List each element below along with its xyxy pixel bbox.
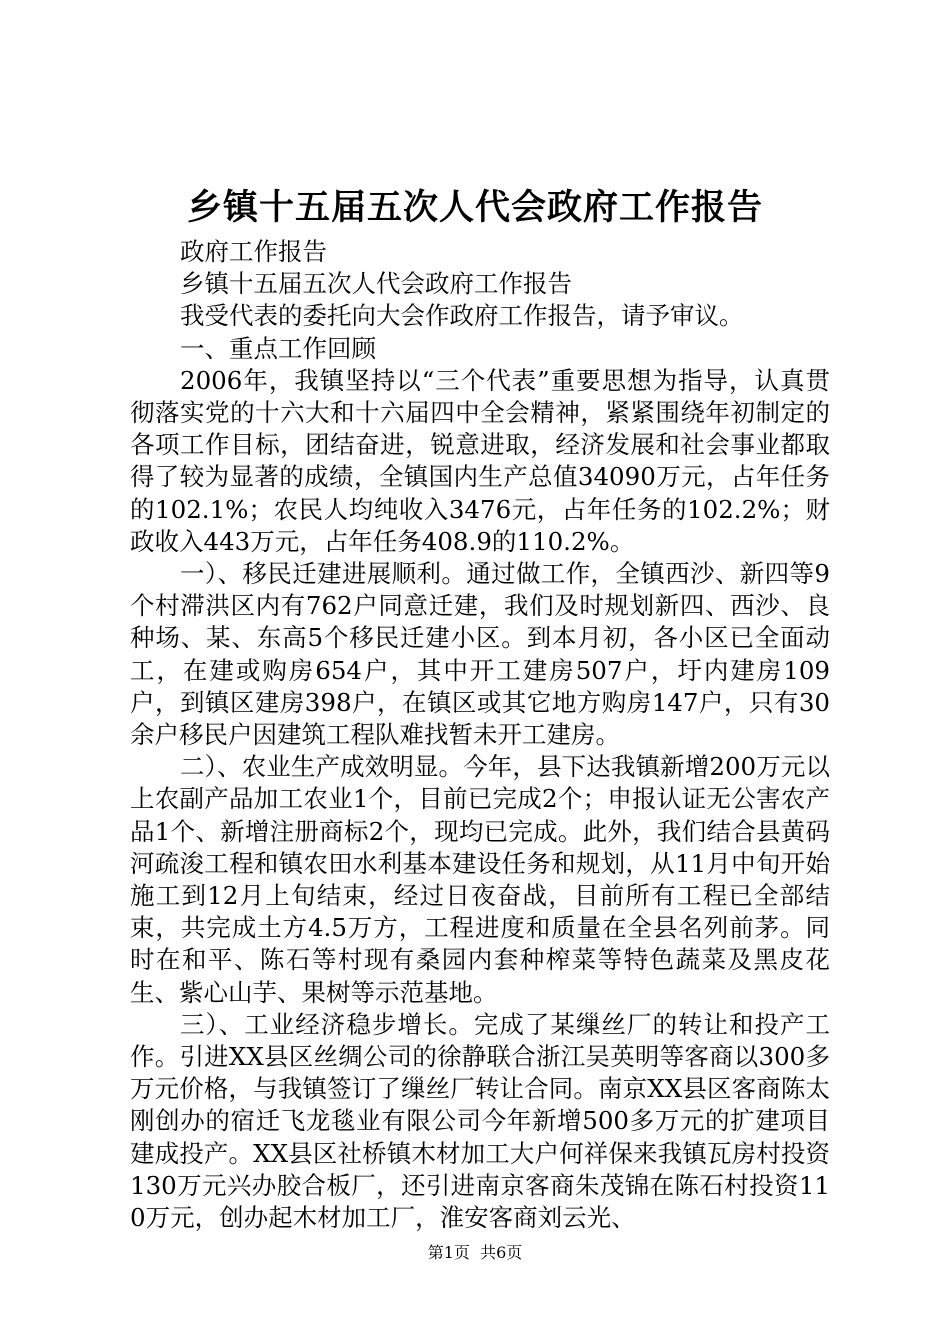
- paragraph-industry: 三）、工业经济稳步增长。完成了某缫丝厂的转让和投产工作。引进XX县区丝绸公司的徐静联合浙江吴英明等客商以300多万元价格，与我镇签订了缫丝厂转让合同。南京XX县区客商陈太刚创办的宿迁飞龙毯业有限公司今年新增500多万元的扩建项目建成投产。XX县区社桥镇木材加工大户何祥保来我镇瓦房村投资130万元兴办胶合板厂，还引进南京客商朱茂锦在陈石村投资110万元，创办起木材加工厂，淮安客商刘云光、: [130, 1009, 830, 1233]
- paragraph-heading-label: 政府工作报告: [180, 237, 327, 266]
- page-footer: [0, 1240, 950, 1266]
- document-title: 乡镇十五届五次人代会政府工作报告: [186, 187, 763, 228]
- paragraph-agriculture: 二）、农业生产成效明显。今年，县下达我镇新增200万元以上农副产品加工农业1个，目前已完成2个；申报认证无公害农产品1个、新增注册商标2个，现均已完成。此外，我们结合县黄码河疏浚工程和镇农田水利基本建设任务和规划，从11月中旬开始施工到12月上旬结束，经过日夜奋战，目前所有工程已全部结束，共完成土方4.5万方，工程进度和质量在全县名列前茅。同时在和平、陈石等村现有桑园内套种榨菜等特色蔬菜及黑皮花生、紫心山芋、果树等示范基地。: [130, 752, 830, 1007]
- paragraph-report-name: 乡镇十五届五次人代会政府工作报告: [180, 269, 572, 299]
- section-heading-review: 一、重点工作回顾: [180, 333, 376, 363]
- paragraph-summary: 2006年，我镇坚持以“三个代表”重要思想为指导，认真贯彻落实党的十六大和十六届四中全会精神，紧紧围绕年初制定的各项工作目标，团结奋进，锐意进取，经济发展和社会事业都取得了较为显著的成绩，全镇国内生产总值34090万元，占年任务的102.1%；农民人均纯收入3476元，占年任务的102.2%；财政收入443万元，占年任务408.9的110.2%。: [130, 365, 830, 556]
- page-number: 第1页: [427, 1243, 470, 1262]
- page-total: 共6页: [480, 1243, 523, 1262]
- paragraph-opening: 我受代表的委托向大会作政府工作报告，请予审议。: [180, 301, 744, 331]
- document-body: [130, 236, 830, 1234]
- paragraph-relocation: 一）、移民迁建进展顺利。通过做工作，全镇西沙、新四等9个村滞洪区内有762户同意迁建，我们及时规划新四、西沙、良种场、某、东高5个移民迁建小区。到本月初，各小区已全面动工，在建或购房654户，其中开工建房507户，圩内建房109户，到镇区建房398户，在镇区或其它地方购房147户，只有30余户移民户因建筑工程队难找暂未开工建房。: [130, 559, 830, 750]
